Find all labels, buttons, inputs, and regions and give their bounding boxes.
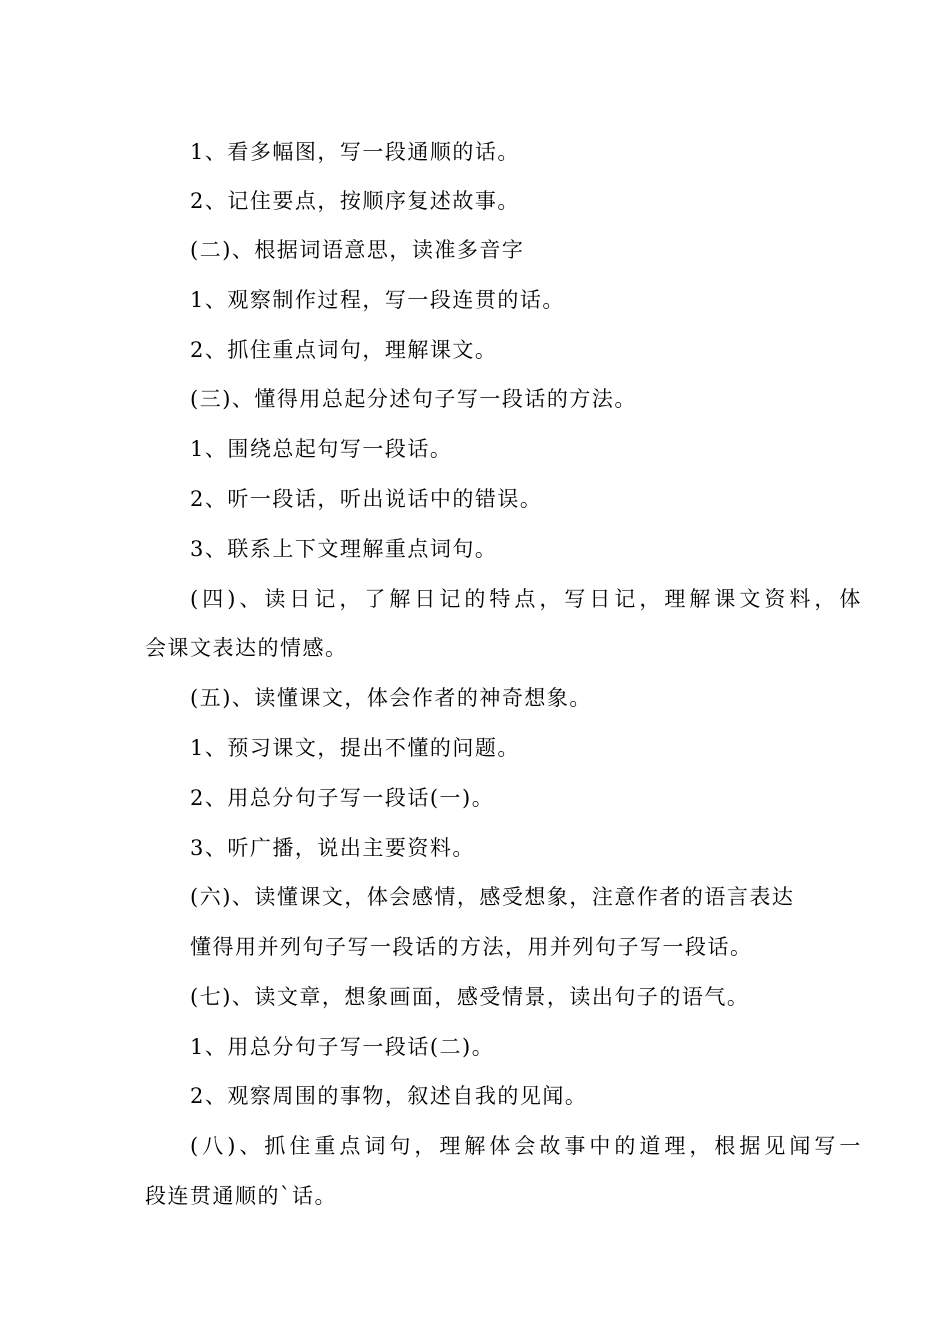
text-line: 2、抓住重点词句，理解课文。	[190, 338, 498, 362]
text-line: 2、用总分句子写一段话(一)。	[190, 786, 495, 810]
text-line: 2、观察周围的事物，叙述自我的见闻。	[190, 1084, 588, 1108]
section-heading: (八)、抓住重点词句，理解体会故事中的道理，根据见闻写一	[190, 1134, 865, 1158]
section-heading: (四)、读日记，了解日记的特点，写日记，理解课文资料，体	[190, 587, 865, 611]
section-heading: (六)、读懂课文，体会感情，感受想象，注意作者的语言表达	[190, 885, 795, 909]
section-heading: (五)、读懂课文，体会作者的神奇想象。	[190, 686, 592, 710]
text-line: 会课文表达的情感。	[145, 636, 348, 660]
text-line: 1、围绕总起句写一段话。	[190, 437, 453, 461]
text-line: 懂得用并列句子写一段话的方法，用并列句子写一段话。	[190, 935, 753, 959]
text-line: 3、听广播，说出主要资料。	[190, 836, 475, 860]
text-line: 1、预习课文，提出不懂的问题。	[190, 736, 520, 760]
text-line: 2、听一段话，听出说话中的错误。	[190, 487, 543, 511]
text-line: 1、用总分句子写一段话(二)。	[190, 1035, 495, 1059]
text-line: 3、联系上下文理解重点词句。	[190, 537, 498, 561]
section-heading: (二)、根据词语意思，读准多音字	[190, 238, 525, 262]
text-line: 2、记住要点，按顺序复述故事。	[190, 189, 520, 213]
section-heading: (三)、懂得用总起分述句子写一段话的方法。	[190, 387, 637, 411]
text-line: 段连贯通顺的`话。	[145, 1184, 337, 1208]
text-line: 1、观察制作过程，写一段连贯的话。	[190, 288, 565, 312]
section-heading: (七)、读文章，想象画面，感受情景，读出句子的语气。	[190, 985, 750, 1009]
text-line: 1、看多幅图，写一段通顺的话。	[190, 140, 520, 164]
